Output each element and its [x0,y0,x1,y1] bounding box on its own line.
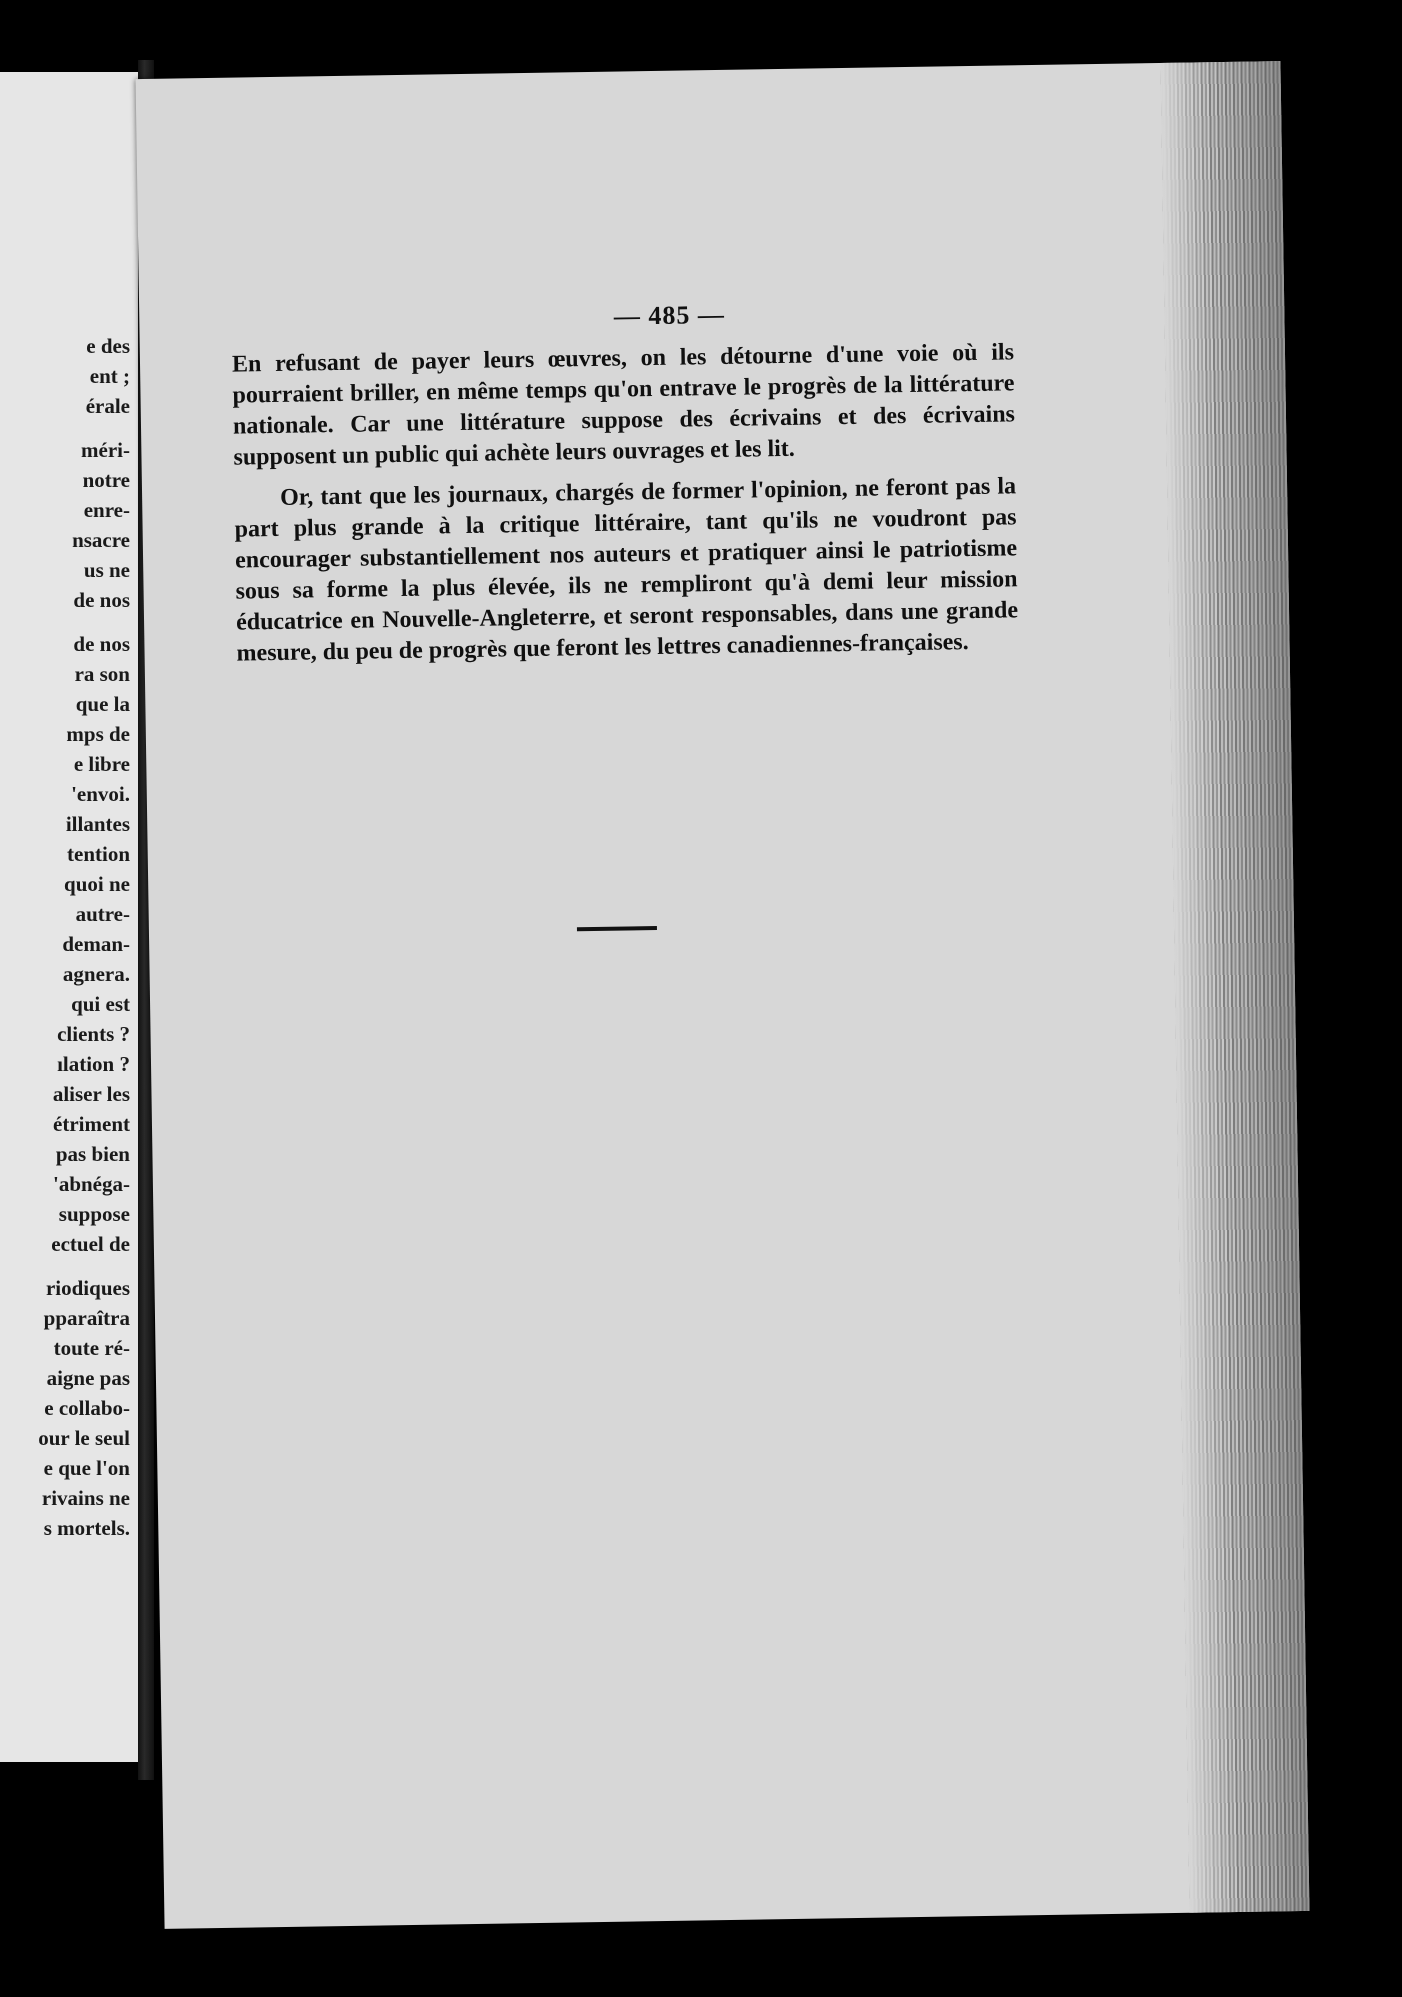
left-page-line: suppose [58,1202,130,1226]
left-page-line: de nos [73,632,130,656]
left-page-line: e collabo- [44,1396,130,1420]
left-page-line: étriment [53,1112,130,1136]
paragraph-2: Or, tant que les journaux, chargés de former l'opinion, ne feront pas la part plus grande à la critique littéraire, tant qu'ils ne voudront pas encourager substantiellement nos auteurs et pratiquer ainsi le patriotisme sous sa forme la plus élevée, ils ne rempliront qu'à demi leur mission éducatrice en Nouvelle-Angleterre, et seront responsables, dans une grande mesure, du peu de progrès que feront les lettres canadiennes-françaises. [234,473,1019,667]
left-page-line: riodiques [45,1276,130,1300]
left-page-line: agnera. [62,962,130,986]
left-page-line: ra son [74,662,130,686]
left-page-line: notre [82,468,130,492]
closing-rule [577,926,657,931]
left-page-line: our le seul [38,1426,130,1450]
left-page-line: illantes [65,812,130,836]
left-page-line: pas bien [55,1142,130,1166]
left-page-line: aliser les [52,1082,130,1106]
page-edge-shading [1160,61,1309,1913]
left-page-line: tention [67,842,130,866]
left-page-line: mps de [66,722,130,746]
book-page [136,61,1310,1929]
left-page-line: de nos [73,588,130,612]
left-page-line: toute ré- [53,1336,130,1360]
left-page-line: e que l'on [43,1456,130,1480]
left-page-line: méri- [81,438,130,462]
left-page-line: clients ? [57,1022,130,1046]
left-page-line: nsacre [72,528,130,552]
paragraph-1: En refusant de payer leurs œuvres, on les détourne d'une voie où ils pourraient briller, en même temps qu'on entrave le progrès de la littérature nationale. Car une littérature suppose des écrivains et des écrivains supposent un public qui achète leurs ouvrages et les lit. [231,339,1016,471]
left-page-line: rivains ne [41,1486,130,1510]
left-page-line: aigne pas [46,1366,130,1390]
left-page-line: qui est [71,992,130,1016]
left-page-line: enre- [83,498,130,522]
left-page-line: e libre [73,752,130,776]
left-page-line: quoi ne [64,872,130,896]
left-page-line: e des [86,334,130,358]
left-page-line: autre- [75,902,130,926]
left-page-line: érale [85,394,130,418]
left-page-line: deman- [62,932,130,956]
left-page-line: 'abnéga- [52,1172,130,1196]
left-page-line: s mortels. [43,1516,130,1540]
left-page-line: ectuel de [51,1232,130,1256]
left-page-line: ent ; [89,364,130,388]
left-page-line: us ne [83,558,130,582]
previous-page-fragment [0,72,138,1762]
left-page-line: pparaîtra [43,1306,130,1330]
left-page-line: 'envoi. [71,782,130,806]
left-page-line: ılation ? [57,1052,130,1076]
body-text [232,337,1019,679]
left-page-line: que la [75,692,130,716]
page-number: — 485 — [613,299,726,331]
